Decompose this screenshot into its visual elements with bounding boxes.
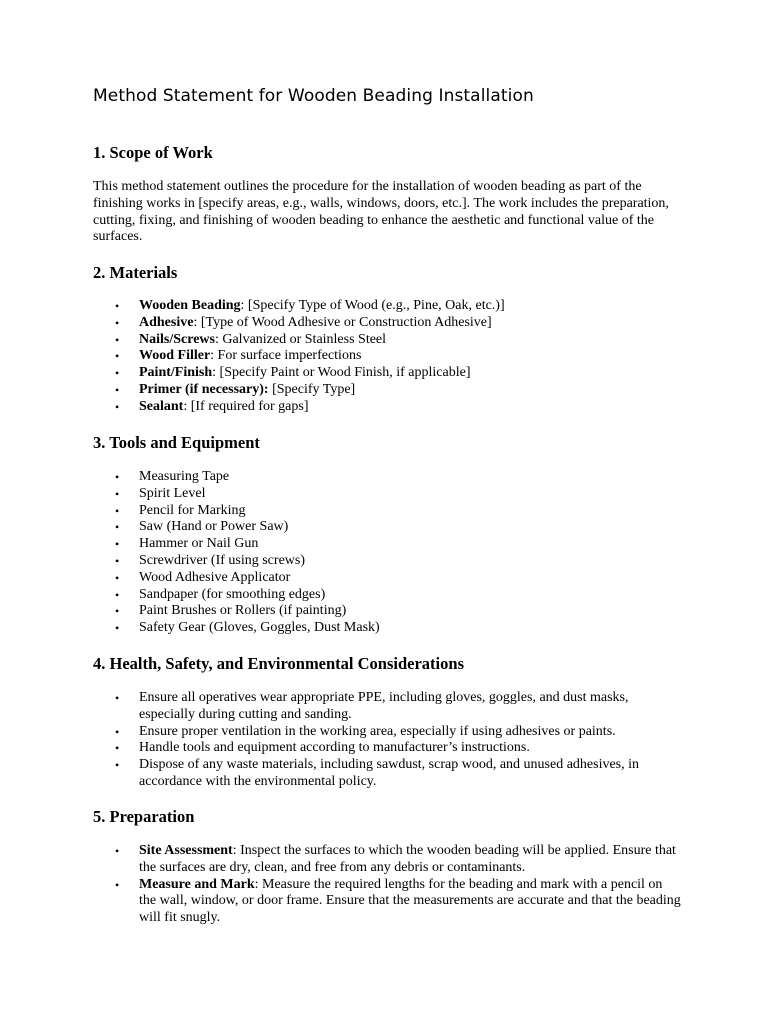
list-item [93, 603, 683, 620]
bullet-icon: • [115, 604, 120, 619]
item-label: Wooden Beading [139, 298, 241, 313]
item-text: Screwdriver (If using screws) [139, 552, 305, 568]
list-item [93, 486, 683, 503]
item-text: : [If required for gaps] [183, 398, 309, 414]
item-text: : Measure the required lengths for the beading and mark with a pencil on the wall, window, or door frame. Ensure that the measurements are accurate and that the beading will fit snugly. [139, 876, 681, 926]
bullet-icon: • [115, 315, 120, 330]
item-label: Sealant [139, 398, 184, 414]
item-label: Primer (if necessary): [139, 381, 269, 397]
item-text: Ensure all operatives wear appropriate PPE, including gloves, goggles, and dust masks, especially during cutting and sanding. [139, 690, 629, 722]
bullet-icon: • [115, 349, 120, 364]
item-text: : [Specify Paint or Wood Finish, if applicable] [212, 365, 471, 381]
section-heading-hse: 4. Health, Safety, and Environmental Considerations [93, 654, 464, 673]
section-heading-materials: 2. Materials [93, 263, 178, 282]
bullet-icon: • [115, 741, 120, 756]
item-text: Saw (Hand or Power Saw) [139, 519, 289, 535]
item-text: Wood Adhesive Applicator [139, 569, 291, 585]
list-item [93, 843, 683, 877]
bullet-icon: • [115, 399, 120, 414]
list-item [93, 587, 683, 604]
item-label: Nails/Screws [139, 331, 215, 347]
bullet-icon: • [115, 520, 120, 535]
list-item [93, 536, 683, 553]
bullet-icon: • [115, 691, 120, 705]
bullet-icon: • [115, 553, 120, 568]
bullet-icon: • [115, 382, 120, 397]
item-text: : For surface imperfections [210, 348, 362, 364]
document-title: Method Statement for Wooden Beading Installation [93, 86, 534, 106]
list-item [93, 620, 683, 637]
list-item [93, 690, 683, 724]
bullet-icon: • [115, 486, 120, 501]
preparation-list [93, 843, 683, 927]
list-item [93, 348, 683, 365]
item-text: : Galvanized or Stainless Steel [214, 331, 387, 347]
item-label: Adhesive [139, 314, 194, 330]
bullet-icon: • [115, 587, 120, 602]
item-text: Spirit Level [139, 485, 206, 501]
list-item [93, 553, 683, 570]
bullet-icon: • [115, 332, 120, 347]
item-text: Paint Brushes or Rollers (if painting) [139, 603, 347, 619]
item-text: Sandpaper (for smoothing edges) [139, 586, 326, 602]
bullet-icon: • [115, 470, 120, 484]
item-text: Hammer or Nail Gun [139, 536, 259, 552]
list-item [93, 519, 683, 536]
scope-paragraph: This method statement outlines the procedure for the installation of wooden beading as part of the finishing works in [specify areas, e.g., walls, windows, doors, etc.]. The work includes the preparation, cutting, fixing, and finishing of wooden beading to enhance the aesthetic and functional value of the surfaces. [93, 179, 669, 245]
list-item [93, 399, 683, 416]
item-text: Safety Gear (Gloves, Goggles, Dust Mask) [139, 620, 380, 636]
materials-list [93, 298, 683, 416]
item-text: : Inspect the surfaces to which the wooden beading will be applied. Ensure that the surfaces are dry, clean, and free from any debris or contaminants. [139, 843, 676, 875]
list-item [93, 503, 683, 520]
bullet-icon: • [115, 366, 120, 381]
bullet-icon: • [115, 503, 120, 518]
list-item [93, 724, 683, 741]
bullet-icon: • [115, 724, 120, 739]
bullet-icon: • [115, 621, 120, 636]
section-heading-scope: 1. Scope of Work [93, 143, 213, 162]
hse-list [93, 690, 683, 791]
section-heading-tools: 3. Tools and Equipment [93, 433, 260, 452]
list-item [93, 382, 683, 399]
bullet-icon: • [115, 877, 120, 892]
item-text: : [Specify Type of Wood (e.g., Pine, Oak, etc.)] [240, 298, 505, 313]
item-label: Measure and Mark [139, 876, 255, 892]
list-item [93, 365, 683, 382]
list-item [93, 315, 683, 332]
item-label: Paint/Finish [139, 365, 213, 381]
bullet-icon: • [115, 844, 120, 858]
item-text: Dispose of any waste materials, including sawdust, scrap wood, and unused adhesives, in accordance with the environmental policy. [139, 757, 640, 789]
list-item [93, 757, 683, 791]
list-item [93, 332, 683, 349]
item-text: Ensure proper ventilation in the working area, especially if using adhesives or paints. [139, 723, 616, 739]
list-item [93, 740, 683, 757]
list-item [93, 469, 683, 486]
item-text: [Specify Type] [268, 381, 356, 397]
item-label: Wood Filler [139, 348, 211, 364]
item-text: Measuring Tape [139, 469, 230, 484]
item-label: Site Assessment [139, 843, 233, 858]
item-text: Pencil for Marking [139, 502, 246, 518]
section-heading-preparation: 5. Preparation [93, 807, 195, 826]
item-text: : [Type of Wood Adhesive or Construction Adhesive] [193, 314, 492, 330]
bullet-icon: • [115, 537, 120, 552]
bullet-icon: • [115, 299, 120, 313]
list-item [93, 570, 683, 587]
item-text: Handle tools and equipment according to manufacturer’s instructions. [139, 740, 530, 756]
tools-list [93, 469, 683, 637]
list-item [93, 877, 683, 927]
list-item [93, 298, 683, 315]
bullet-icon: • [115, 758, 120, 773]
bullet-icon: • [115, 570, 120, 585]
